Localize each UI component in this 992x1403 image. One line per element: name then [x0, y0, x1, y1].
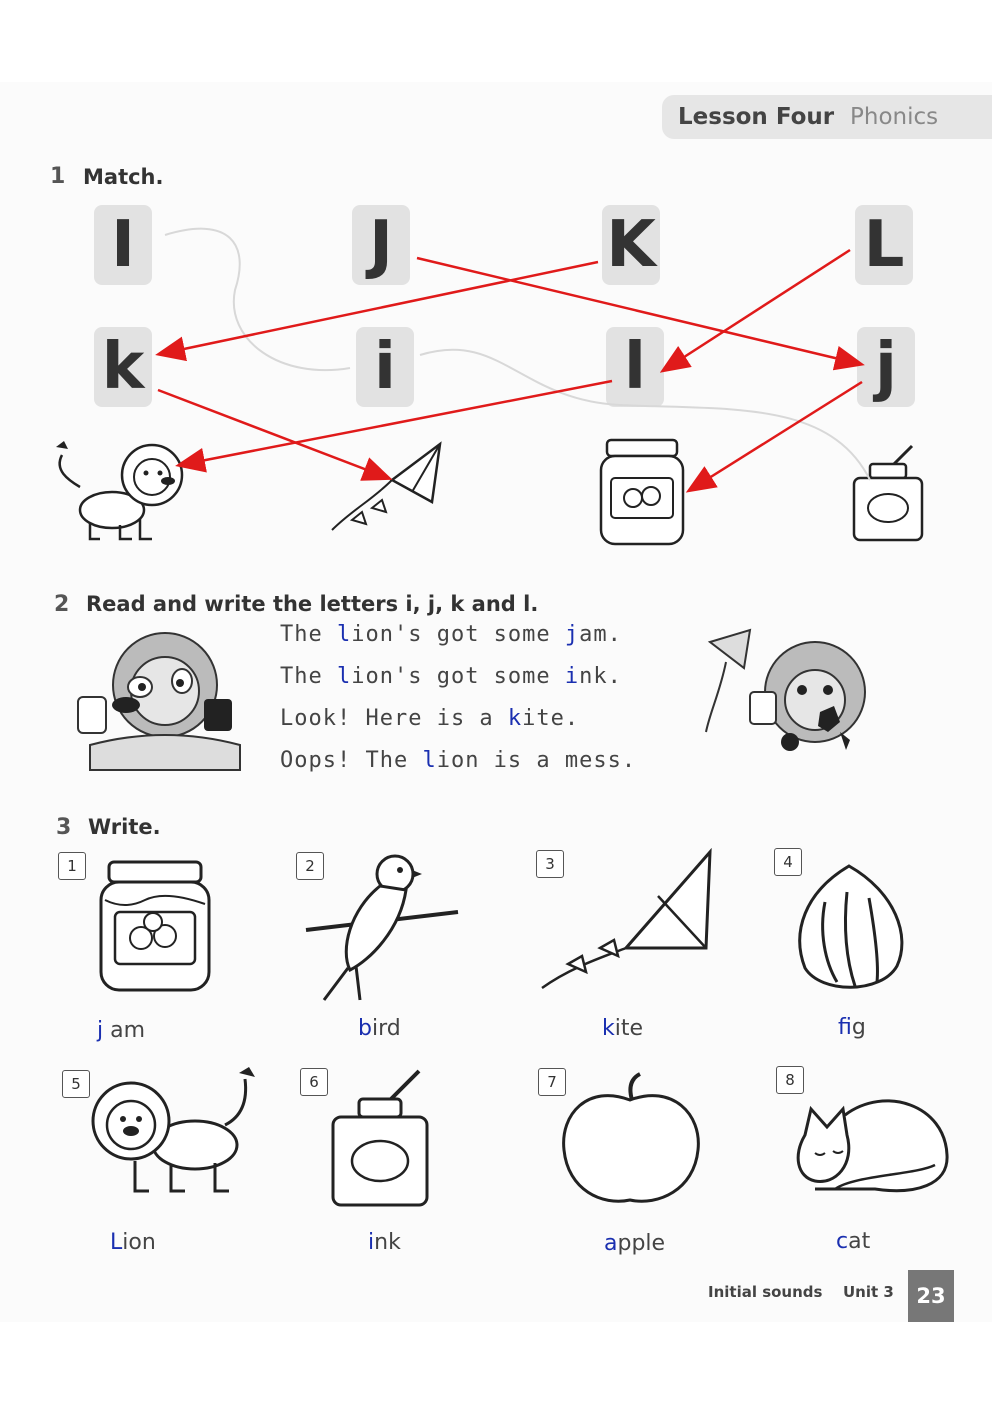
ink-bottle-picture-2 — [325, 1065, 435, 1210]
item-number-4: 4 — [774, 848, 802, 876]
item-number-7: 7 — [538, 1068, 566, 1096]
section-2-number: 2 — [54, 592, 70, 617]
section-1-number: 1 — [50, 164, 66, 189]
tile-lower-k[interactable]: k — [94, 327, 152, 407]
kite-picture-2 — [530, 848, 720, 998]
footer-topic: Initial sounds — [708, 1283, 823, 1301]
word-8: cat — [836, 1229, 871, 1254]
word-4-answer[interactable]: f — [838, 1015, 852, 1040]
section-3-title: Write. — [88, 815, 161, 839]
sentence-1: The lion's got some jam. — [280, 622, 622, 647]
word-8-answer[interactable]: c — [836, 1229, 849, 1254]
word-7: apple — [604, 1231, 666, 1256]
answer-4a[interactable]: l — [422, 748, 437, 773]
item-number-5: 5 — [62, 1070, 90, 1098]
fig-picture — [785, 862, 915, 997]
word-3: kite — [602, 1016, 644, 1041]
tile-upper-j[interactable]: J — [352, 205, 410, 285]
answer-2a[interactable]: l — [336, 664, 352, 689]
page-number: 23 — [908, 1270, 954, 1322]
word-1-answer[interactable]: j — [97, 1018, 104, 1043]
answer-1a[interactable]: l — [336, 622, 352, 647]
bird-picture — [300, 850, 465, 1005]
word-2-answer[interactable]: b — [358, 1016, 372, 1041]
word-5: Lion — [110, 1230, 156, 1255]
word-6-answer[interactable]: i — [368, 1230, 375, 1255]
answer-3a[interactable]: k — [507, 706, 523, 731]
item-number-1: 1 — [58, 852, 86, 880]
messy-lion-picture — [690, 622, 880, 772]
cat-picture — [775, 1085, 955, 1200]
item-number-3: 3 — [536, 850, 564, 878]
tile-lower-j[interactable]: j — [857, 327, 915, 407]
sentence-3: Look! Here is a kite. — [280, 706, 580, 731]
answer-1b[interactable]: j — [564, 622, 580, 647]
answer-2b[interactable]: i — [564, 664, 580, 689]
lion-picture-2 — [75, 1065, 270, 1205]
word-3-answer[interactable]: k — [602, 1016, 615, 1041]
item-number-6: 6 — [300, 1068, 328, 1096]
jam-jar-picture-2 — [95, 860, 215, 995]
item-number-2: 2 — [296, 852, 324, 880]
lion-holding-jars-picture — [70, 625, 250, 775]
tile-lower-i[interactable]: i — [356, 327, 414, 407]
apple-picture — [558, 1070, 703, 1210]
lesson-title: Lesson Four — [678, 104, 835, 130]
footer-unit: Unit 3 — [843, 1283, 894, 1301]
word-5-answer[interactable]: L — [110, 1230, 123, 1255]
section-3-number: 3 — [56, 815, 72, 840]
word-2: bird — [358, 1016, 401, 1041]
word-1: j am — [97, 1018, 146, 1043]
section-2-title: Read and write the letters i, j, k and l. — [86, 592, 539, 616]
item-number-8: 8 — [776, 1066, 804, 1094]
tile-lower-l[interactable]: l — [606, 327, 664, 407]
lesson-subtitle: Phonics — [850, 104, 939, 130]
sentence-2: The lion's got some ink. — [280, 664, 622, 689]
tile-upper-i[interactable]: I — [94, 205, 152, 285]
sentence-4: Oops! The lion is a mess. — [280, 748, 637, 773]
tile-upper-l[interactable]: L — [855, 205, 913, 285]
word-6: ink — [368, 1230, 401, 1255]
matching-lines — [0, 0, 992, 560]
word-4: fig — [838, 1015, 866, 1040]
section-1-title: Match. — [83, 165, 164, 189]
tile-upper-k[interactable]: K — [602, 205, 660, 285]
word-7-answer[interactable]: a — [604, 1231, 618, 1256]
